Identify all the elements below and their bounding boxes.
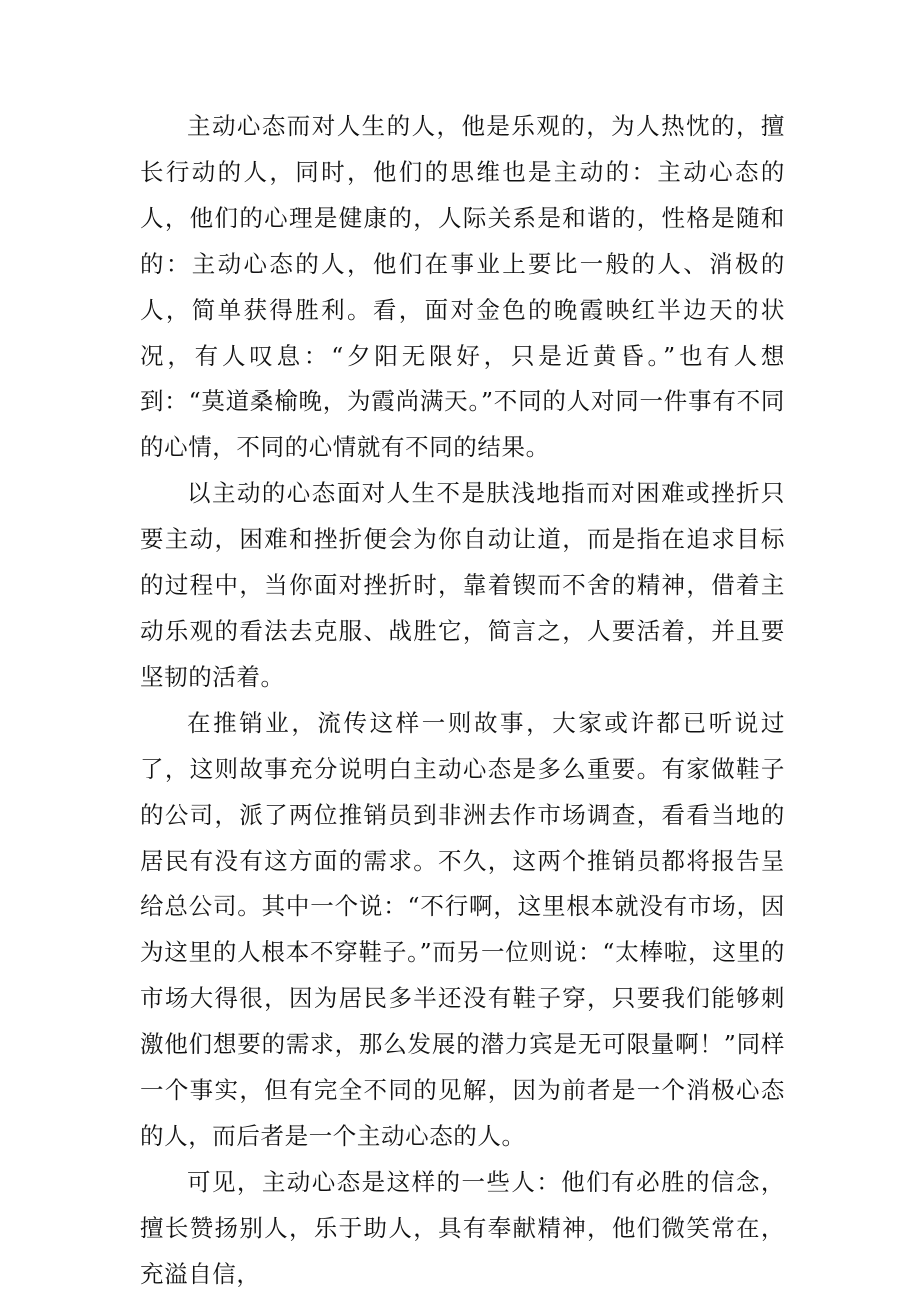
document-page — [140, 104, 785, 1298]
paragraph-3: 在推销业，流传这样一则故事，大家或许都已听说过了，这则故事充分说明白主动心态是多么重要。有家做鞋子的公司，派了两位推销员到非洲去作市场调查，看看当地的居民有没有这方面的需求。不久，这两个推销员都将报告呈给总公司。其中一个说：“不行啊，这里根本就没有市场，因为这里的人根本不穿鞋子。”而另一位则说：“太棒啦，这里的市场大得很，因为居民多半还没有鞋子穿，只要我们能够刺激他们想要的需求，那么发展的潜力宾是无可限量啊！”同样一个事实，但有完全不同的见解，因为前者是一个消极心态的人，而后者是一个主动心态的人。 — [140, 708, 785, 1150]
paragraph-2: 以主动的心态面对人生不是肤浅地指而对困难或挫折只要主动，困难和挫折便会为你自动让道，而是指在追求目标的过程中，当你面对挫折时，靠着锲而不舍的精神，借着主动乐观的看法去克服、战胜它，简言之，人要活着，并且要坚韧的活着。 — [140, 479, 785, 691]
paragraph-1: 主动心态而对人生的人，他是乐观的，为人热忱的，擅长行动的人，同时，他们的思维也是主动的：主动心态的人，他们的心理是健康的，人际关系是和谐的，性格是随和的：主动心态的人，他们在事业上要比一般的人、消极的人，简单获得胜利。看，面对金色的晚霞映红半边天的状况，有人叹息：“夕阳无限好，只是近黄昏。”也有人想到：“莫道桑榆晚，为霞尚满天。”不同的人对同一件事有不同的心情，不同的心情就有不同的结果。 — [140, 112, 785, 462]
paragraph-4: 可见，主动心态是这样的一些人：他们有必胜的信念，擅长赞扬别人，乐于助人，具有奉献精神，他们微笑常在，充溢自信， — [140, 1167, 785, 1288]
